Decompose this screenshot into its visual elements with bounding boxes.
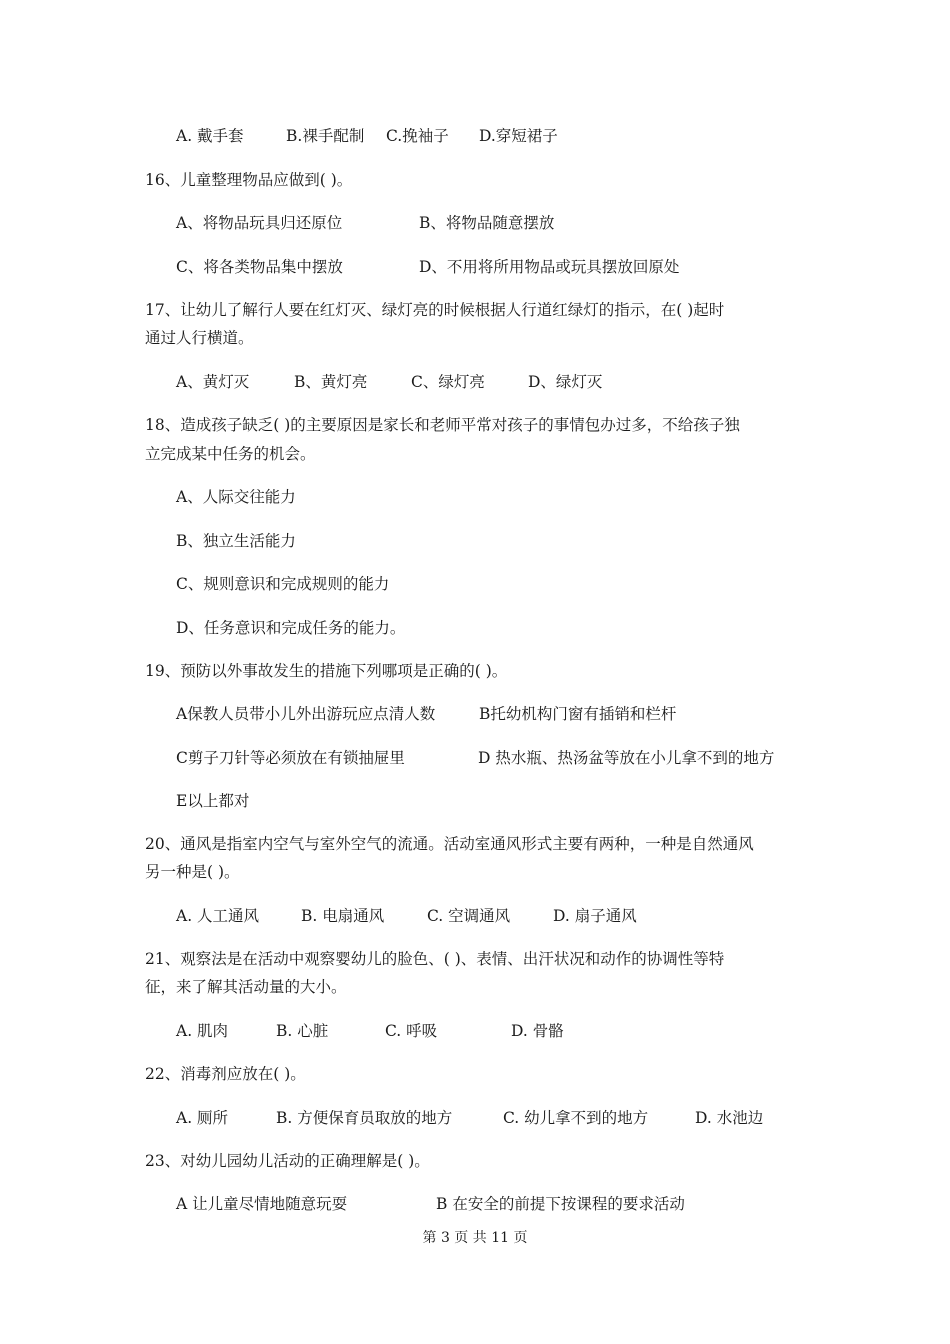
q19-option-d: D 热水瓶、热汤盆等放在小儿拿不到的地方 xyxy=(478,749,775,767)
q21-option-a: A. 肌肉 xyxy=(176,1022,229,1040)
q16-option-a: A、将物品玩具归还原位 xyxy=(176,214,343,232)
q21-option-c: C. 呼吸 xyxy=(385,1022,438,1040)
q22-option-d: D. 水池边 xyxy=(695,1109,764,1127)
q17-option-d: D、绿灯灭 xyxy=(528,373,603,391)
q23-option-a: A 让儿童尽情地随意玩耍 xyxy=(176,1195,348,1213)
q15-option-a: A. 戴手套 xyxy=(176,127,244,145)
q20-option-b: B. 电扇通风 xyxy=(301,907,385,925)
q17-stem-line2: 通过人行横道。 xyxy=(145,329,254,347)
q19-option-a: A保教人员带小儿外出游玩应点清人数 xyxy=(176,705,436,723)
q21-option-b: B. 心脏 xyxy=(276,1022,329,1040)
q18-option-b: B、独立生活能力 xyxy=(176,532,296,550)
q20-option-a: A. 人工通风 xyxy=(176,907,260,925)
q17-option-c: C、绿灯亮 xyxy=(411,373,485,391)
q21-stem-line1: 21、观察法是在活动中观察婴幼儿的脸色、( )、表情、出汗状况和动作的协调性等特 xyxy=(145,950,725,968)
q20-stem-line2: 另一种是( )。 xyxy=(145,863,240,881)
q22-option-c: C. 幼儿拿不到的地方 xyxy=(503,1109,649,1127)
q17-option-b: B、黄灯亮 xyxy=(294,373,368,391)
q16-option-d: D、不用将所用物品或玩具摆放回原处 xyxy=(419,258,680,276)
q17-option-a: A、黄灯灭 xyxy=(176,373,250,391)
page-footer: 第 3 页 共 11 页 xyxy=(422,1230,528,1246)
q18-option-d: D、任务意识和完成任务的能力。 xyxy=(176,619,406,637)
q16-option-c: C、将各类物品集中摆放 xyxy=(176,258,343,276)
q15-option-c: C.挽袖子 xyxy=(386,127,449,145)
q22-option-b: B. 方便保育员取放的地方 xyxy=(276,1109,453,1127)
q22-option-a: A. 厕所 xyxy=(176,1109,229,1127)
q20-option-d: D. 扇子通风 xyxy=(553,907,637,925)
q18-option-a: A、人际交往能力 xyxy=(176,488,296,506)
q23-option-b: B 在安全的前提下按课程的要求活动 xyxy=(436,1195,685,1213)
q22-stem: 22、消毒剂应放在( )。 xyxy=(145,1065,306,1083)
q17-stem-line1: 17、让幼儿了解行人要在红灯灭、绿灯亮的时候根据人行道红绿灯的指示，在( )起时 xyxy=(145,301,725,319)
q18-stem-line1: 18、造成孩子缺乏( )的主要原因是家长和老师平常对孩子的事情包办过多，不给孩子独 xyxy=(145,416,740,434)
q19-option-c: C剪子刀针等必须放在有锁抽屉里 xyxy=(176,749,405,767)
q21-option-d: D. 骨骼 xyxy=(511,1022,564,1040)
q20-stem-line1: 20、通风是指室内空气与室外空气的流通。活动室通风形式主要有两种，一种是自然通风 xyxy=(145,835,754,853)
q20-option-c: C. 空调通风 xyxy=(427,907,511,925)
q19-option-e: E以上都对 xyxy=(176,792,250,810)
q18-option-c: C、规则意识和完成规则的能力 xyxy=(176,575,390,593)
q16-stem: 16、儿童整理物品应做到( )。 xyxy=(145,171,353,189)
q19-option-b: B托幼机构门窗有插销和栏杆 xyxy=(479,705,677,723)
q18-stem-line2: 立完成某中任务的机会。 xyxy=(145,445,316,463)
q16-option-b: B、将物品随意摆放 xyxy=(419,214,555,232)
q21-stem-line2: 征，来了解其活动量的大小。 xyxy=(145,978,347,996)
q15-option-d: D.穿短裙子 xyxy=(479,127,558,145)
q23-stem: 23、对幼儿园幼儿活动的正确理解是( )。 xyxy=(145,1152,430,1170)
q15-option-b: B.裸手配制 xyxy=(286,127,365,145)
q19-stem: 19、预防以外事故发生的措施下列哪项是正确的( )。 xyxy=(145,662,508,680)
